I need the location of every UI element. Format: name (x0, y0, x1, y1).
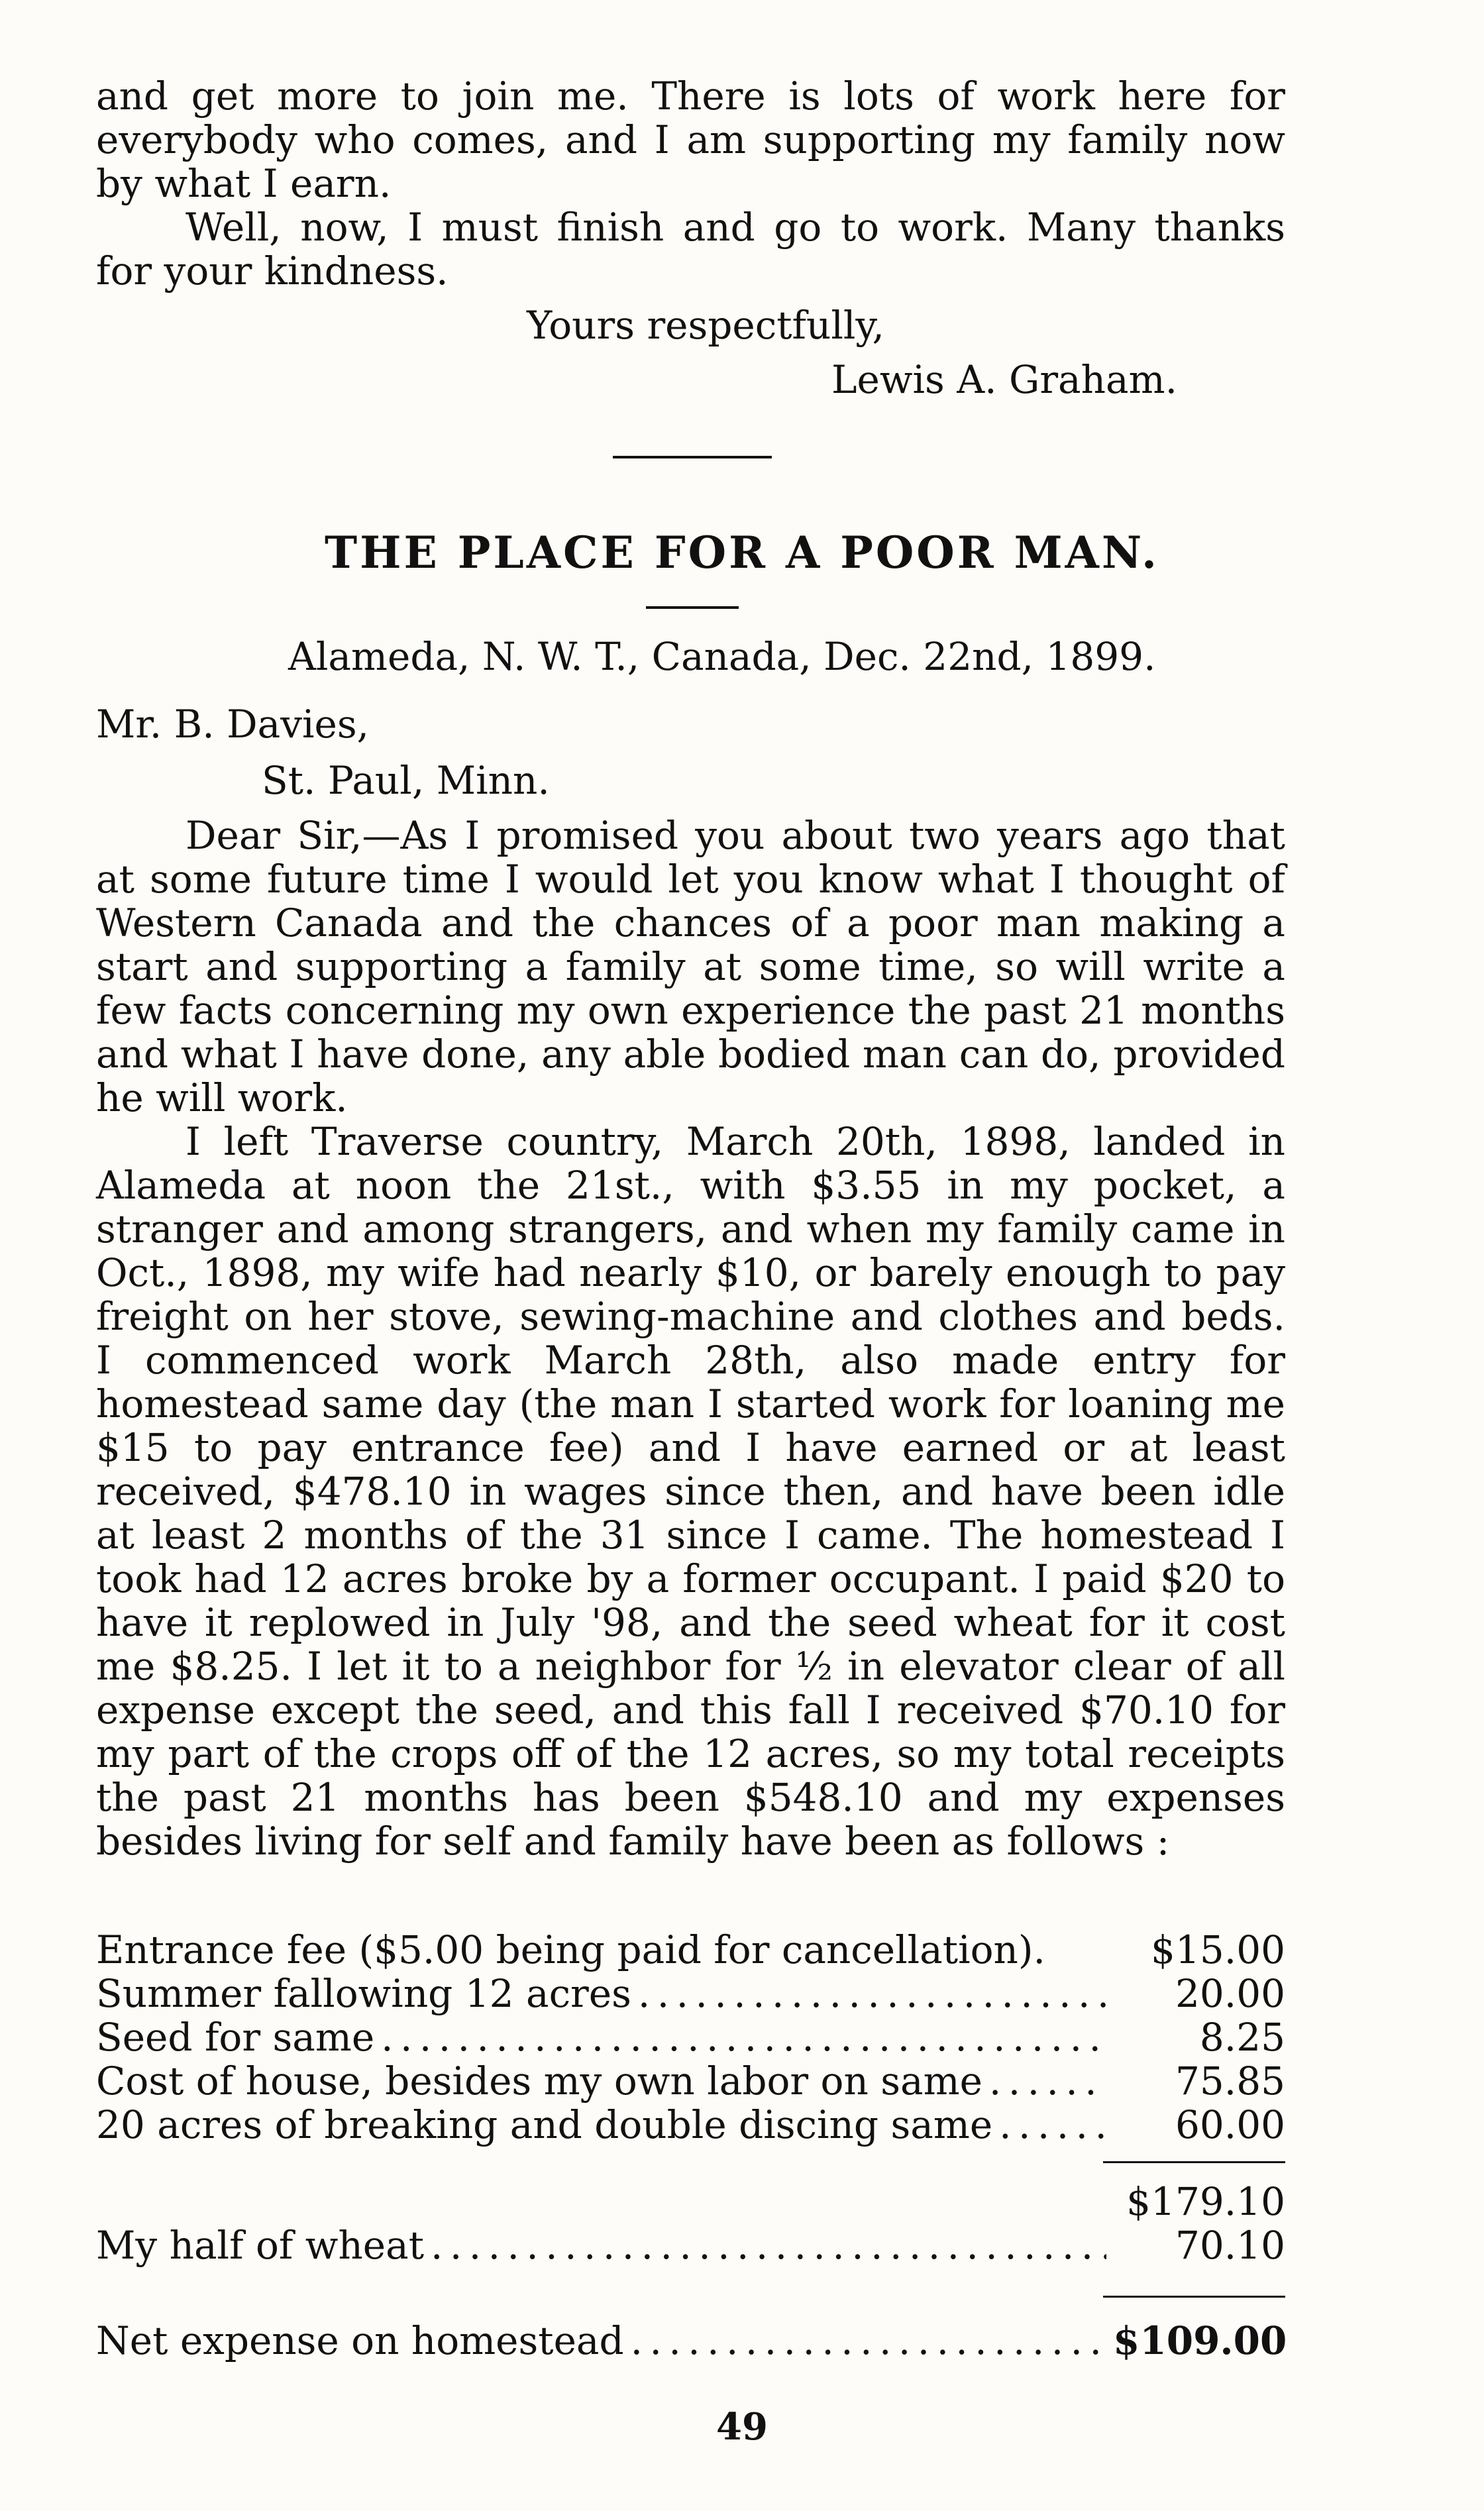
page-number: 49 (716, 2405, 768, 2449)
ledger-label: 20 acres of breaking and double discing same (96, 2102, 993, 2147)
ledger-subtotal: $179.10 (1126, 2179, 1285, 2224)
signature: Lewis A. Graham. (831, 357, 1177, 402)
ledger-row (96, 1928, 1285, 1972)
ledger-net-amount: $109.00 (1113, 2318, 1287, 2363)
ledger-label: Seed for same (96, 2015, 375, 2060)
ledger-amount: $15.00 (1151, 1927, 1285, 1972)
paragraph: Dear Sir,—As I promised you about two years ago that at some future time I would let you know what I thought of Western Canada and the chances of a poor man making a start and supporting a family at some time, so will write a few facts concerning my own experience the past 21 months and what I have done, any able bodied man can do, provided he will work. (96, 813, 1285, 1120)
ledger-totals (96, 2180, 1285, 2267)
paragraph: Well, now, I must finish and go to work. Many thanks for your kindness. (96, 205, 1285, 294)
section-title: THE PLACE FOR A POOR MAN. (325, 527, 1159, 578)
sum-rule (1103, 2161, 1285, 2163)
divider (646, 606, 739, 609)
ledger-label: Cost of house, besides my own labor on same (96, 2058, 982, 2104)
ledger-amount: 70.10 (1175, 2223, 1285, 2268)
ledger-amount: 60.00 (1175, 2102, 1285, 2147)
ledger-net (96, 2319, 1285, 2363)
ledger-amount: 8.25 (1199, 2015, 1285, 2060)
ledger-amount: 20.00 (1175, 1971, 1285, 2016)
ledger-row (96, 2223, 1285, 2267)
ledger-label: My half of wheat (96, 2223, 425, 2268)
ledger-row (96, 2015, 1285, 2059)
paragraph: I left Traverse country, March 20th, 1898, landed in Alameda at noon the 21st., with $3.55 in my pocket, a stranger and among strangers, and when my family came in Oct., 1898, my wife had nearly $10, or barely enough to pay freight on her stove, sewing-machine and clothes and beds. I commenced work March 28th, also made entry for homestead same day (the man I started work for loaning me $15 to pay entrance fee) and I have earned or at least received, $478.10 in wages since then, and have been idle at least 2 months of the 31 since I came. The homestead I took had 12 acres broke by a former occupant. I paid $20 to have it replowed in July '98, and the seed wheat for it cost me $8.25. I let it to a neighbor for ½ in elevator clear of all expense except the seed, and this fall I received $70.10 for my part of the crops off of the 12 acres, so my total receipts the past 21 months has been $548.10 and my expenses besides living for self and family have been as follows : (96, 1119, 1285, 1864)
paragraph: and get more to join me. There is lots of work here for everybody who comes, and I am supporting my family now by what I earn. (96, 74, 1285, 206)
dateline: Alameda, N. W. T., Canada, Dec. 22nd, 1899. (288, 634, 1156, 679)
ledger-amount: 75.85 (1175, 2058, 1285, 2104)
divider (613, 456, 772, 458)
ledger-row (96, 1972, 1285, 2015)
ledger-label: Summer fallowing 12 acres (96, 1971, 631, 2016)
sum-rule (1103, 2296, 1285, 2298)
closing-letter (96, 74, 1285, 293)
ledger-subtotal-row (96, 2180, 1285, 2223)
ledger-label: Net expense on homestead (96, 2318, 624, 2363)
ledger-row (96, 2059, 1285, 2103)
addressee-city: St. Paul, Minn. (262, 758, 550, 803)
ledger-net-row (96, 2319, 1285, 2363)
closing: Yours respectfully, (527, 303, 884, 348)
letter-body (96, 814, 1285, 1863)
ledger-label: Entrance fee ($5.00 being paid for cancellation). (96, 1927, 1045, 1972)
expense-ledger (96, 1928, 1285, 2147)
addressee-name: Mr. B. Davies, (96, 702, 370, 747)
ledger-row (96, 2103, 1285, 2147)
